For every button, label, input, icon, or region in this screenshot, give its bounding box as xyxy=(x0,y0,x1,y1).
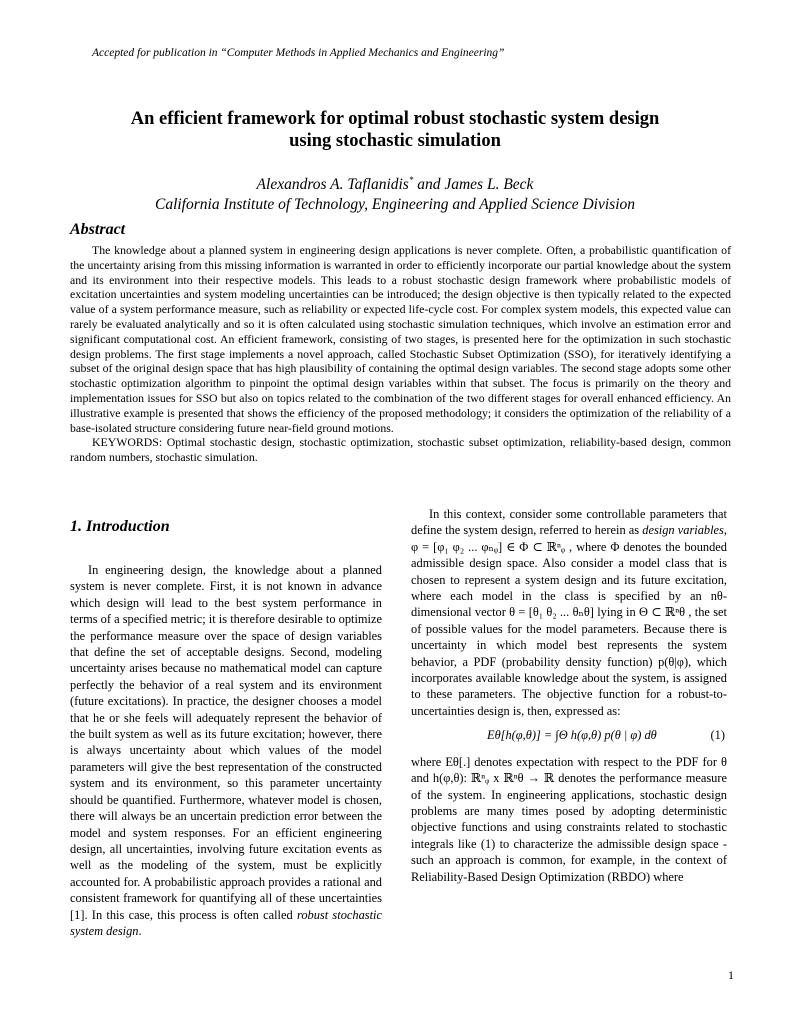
page-number: 1 xyxy=(728,968,734,982)
abstract-text: The knowledge about a planned system in engineering design applications is never complete. Often, a probabilistic quantification of the uncertainty arising from this missing information is warranted in order to efficiently incorporate our partial knowledge about the system and its environment into their respective models. This leads to a robust stochastic design framework where probabilistic models of excitation uncertainties and system modeling uncertainties can be introduced; the design objective is then typically related to the expected value of a system performance measure, such as reliability or expected life-cycle cost. For complex system models, this expected value can rarely be evaluated analytically and so it is often calculated using stochastic simulation techniques, which involve an estimation error and significant computational cost. An efficient framework, consisting of two stages, is presented here for the optimization in such stochastic design problems. The first stage implements a novel approach, called Stochastic Subset Optimization (SSO), for iteratively identifying a subset of the original design space that has high plausibility of containing the optimal design variables. The second stage adopts some other stochastic optimization algorithm to pinpoint the optimal design variables within that subset. The focus is primarily on the theory and implementation issues for SSO but also on topics related to the combination of the two different stages for overall enhanced efficiency. An illustrative example is presented that shows the efficiency of the proposed methodology; it considers the optimization of the reliability of a base-isolated structure considering future near-field ground motions. xyxy=(70,243,731,435)
right-column xyxy=(411,506,727,885)
abstract-body xyxy=(70,243,731,465)
title-line-1: An efficient framework for optimal robust stochastic system design xyxy=(130,109,660,129)
section-heading-introduction: 1. Introduction xyxy=(70,518,170,535)
left-column xyxy=(70,516,382,939)
corresponding-author-mark: * xyxy=(408,175,414,185)
model-class-text: where Φ denotes the bounded admissible design space. Also consider a model class that is chosen to represent a system design and its future excitation, where each model in the class is specified by an nθ-dimensional vector θ = [θ₁ θ₂ ... θₙθ] lying in Θ ⊂ ℝⁿθ , the set of possible values for the model parameters. Because there is uncertainty in which model best represents the system behavior, a PDF (probability density function) p(θ|φ), which incorporates available knowledge about the system, is assigned to these parameters. The objective function for a robust-to-uncertainties design is, then, expressed as: xyxy=(411,539,728,718)
title-line-2: using stochastic simulation xyxy=(289,131,501,151)
affiliation: California Institute of Technology, Engineering and Applied Science Division xyxy=(154,196,635,214)
intro-end: . xyxy=(138,923,142,938)
paper-title xyxy=(70,108,720,152)
author-block xyxy=(70,170,720,215)
author-names xyxy=(70,170,720,195)
intro-emphasis: robust stochastic system design xyxy=(70,907,382,938)
equation-1 xyxy=(411,727,727,743)
context-paragraph xyxy=(411,506,727,719)
intro-text: In engineering design, the knowledge about a planned system is never complete. First, it is not known in advance which design will lead to the best system performance in terms of a specified metric; it is therefore desirable to optimize the performance measure over the space of design variables that define the set of acceptable designs. Second, modeling uncertainty arises because no mathematical model can capture perfectly the behavior of a real system and its environment (future excitations). In practice, the designer chooses a model that he or she feels will adequately represent the behavior of the built system as well as its future excitation; however, there is always uncertainty about which values of the model parameters will give the best representation of the constructed system and its environment, so this parameter uncertainty should be quantified. Furthermore, whatever model is chosen, there will always be an uncertain prediction error between the model and system responses. For an efficient engineering design, all uncertainties, involving future excitation events as well as the modeling of the system, must be explicitly accounted for. A probabilistic approach provides a rational and consistent framework for quantifying all of these uncertainties [1]. In this case, this process is often called xyxy=(70,563,382,922)
design-variables-term: design variables xyxy=(642,523,724,538)
performance-measure-paragraph: where Eθ[.] denotes expectation with respect to the PDF for θ and h(φ,θ): ℝⁿᵩ x ℝⁿθ → ℝ denotes the performance measure of the system. In engineering applications, stochastic design problems are many times posed by adopting deterministic objective functions and using constraints related to stochastic integrals like (1) to characterize the admissible design space -such an approach is common, for example, in the context of Reliability-Based Design Optimization (RBDO) where xyxy=(411,754,727,884)
abstract-heading: Abstract xyxy=(70,221,126,238)
journal-header: Accepted for publication in “Computer Methods in Applied Mechanics and Engineering” xyxy=(92,47,505,59)
intro-paragraph xyxy=(70,562,382,939)
first-author: Alexandros A. Taflanidis xyxy=(256,176,409,194)
second-author: and James L. Beck xyxy=(413,176,534,194)
keywords: KEYWORDS: Optimal stochastic design, stochastic optimization, stochastic subset optimization, reliability-based design, common random numbers, stochastic simulation. xyxy=(70,435,731,465)
equation-number: (1) xyxy=(710,728,725,743)
context-text: In this context, consider some controllable parameters that define the system design, referred to herein as xyxy=(411,507,727,538)
design-variables-math: , φ = [φ₁ φ₂ ... φₙᵩ] ∈ Φ ⊂ ℝⁿᵩ , xyxy=(411,523,727,554)
equation-expression: Eθ[h(φ,θ)] = ∫Θ h(φ,θ) p(θ | φ) dθ xyxy=(487,728,657,743)
